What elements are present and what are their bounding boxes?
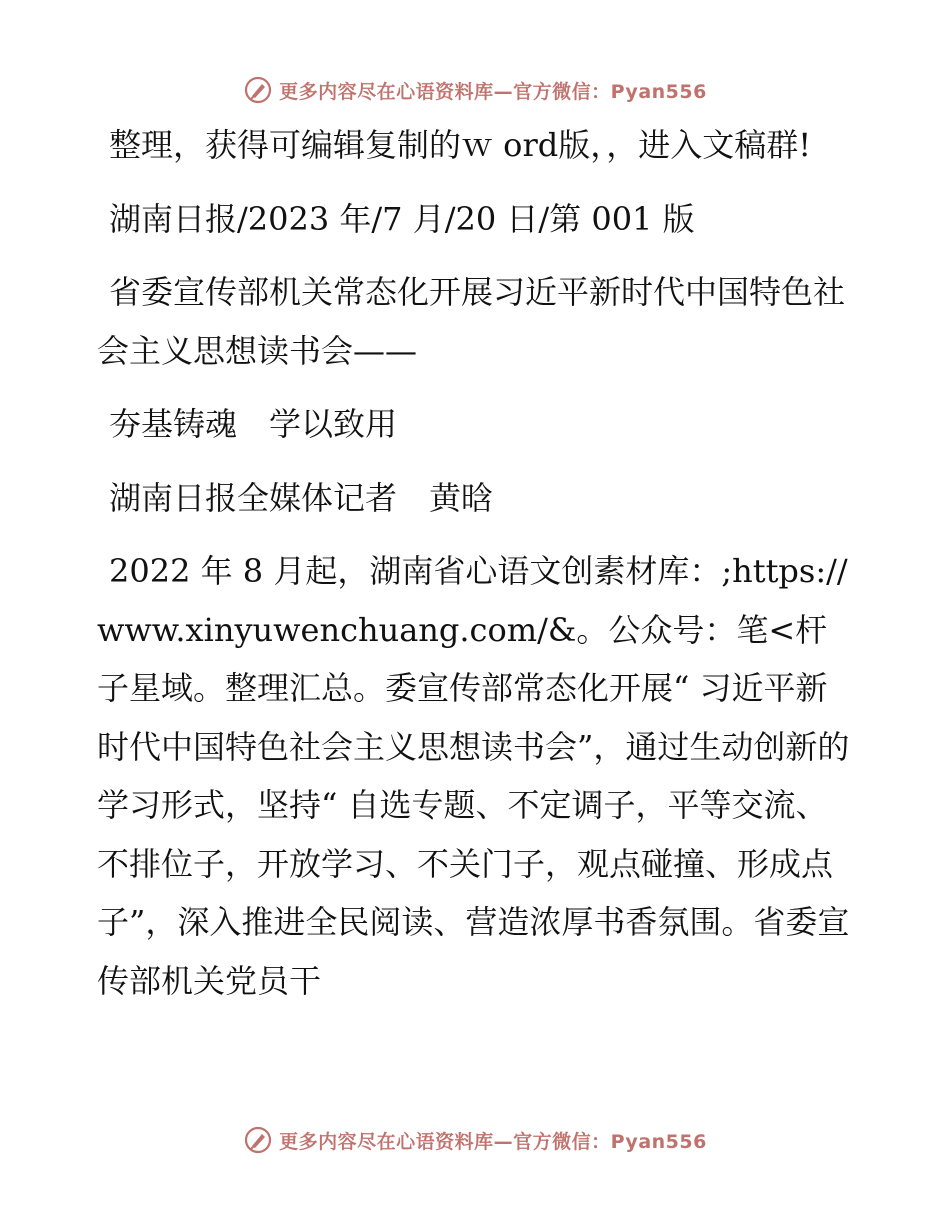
watermark-text: 更多内容尽在心语资料库—官方微信：Pyan556 [279, 1130, 707, 1153]
paragraph-intro: 整理，获得可编辑复制的ｗ ord版，，进入文稿群! [109, 126, 812, 164]
watermark-footer [0, 1120, 950, 1160]
watermark-header [0, 70, 950, 110]
watermark-text: 更多内容尽在心语资料库—官方微信：Pyan556 [279, 80, 707, 103]
paragraph-source: 湖南日报/2023 年/7 月/20 日/第 001 版 [109, 199, 695, 238]
paragraph-subtitle: 夯基铸魂 学以致用 [109, 405, 398, 443]
pen-logo-icon [243, 1125, 273, 1155]
paragraph-body: 2022 年 8 月起，湖南省心语文创素材库：;https://www.xinyuwenchuang.com/&。公众号：笔<杆子星域。整理汇总。委宣传部常态化开展“ 习近平新时代中国特色社会主义思想读书会”，通过生动创新的学习形式，坚持“ 自选专题、不定调子，平等交流、不排位子，开放学习、不关门子，观点碰撞、形成点子”，深入推进全民阅读、营造浓厚书香氛围。省委宣传部机关党员干 [97, 552, 850, 1000]
paragraph-headline: 省委宣传部机关常态化开展习近平新时代中国特色社会主义思想读书会—— [97, 273, 846, 370]
pen-logo-icon [243, 75, 273, 105]
paragraph-byline: 湖南日报全媒体记者 黄晗 [109, 478, 494, 517]
document-body [97, 116, 853, 1025]
